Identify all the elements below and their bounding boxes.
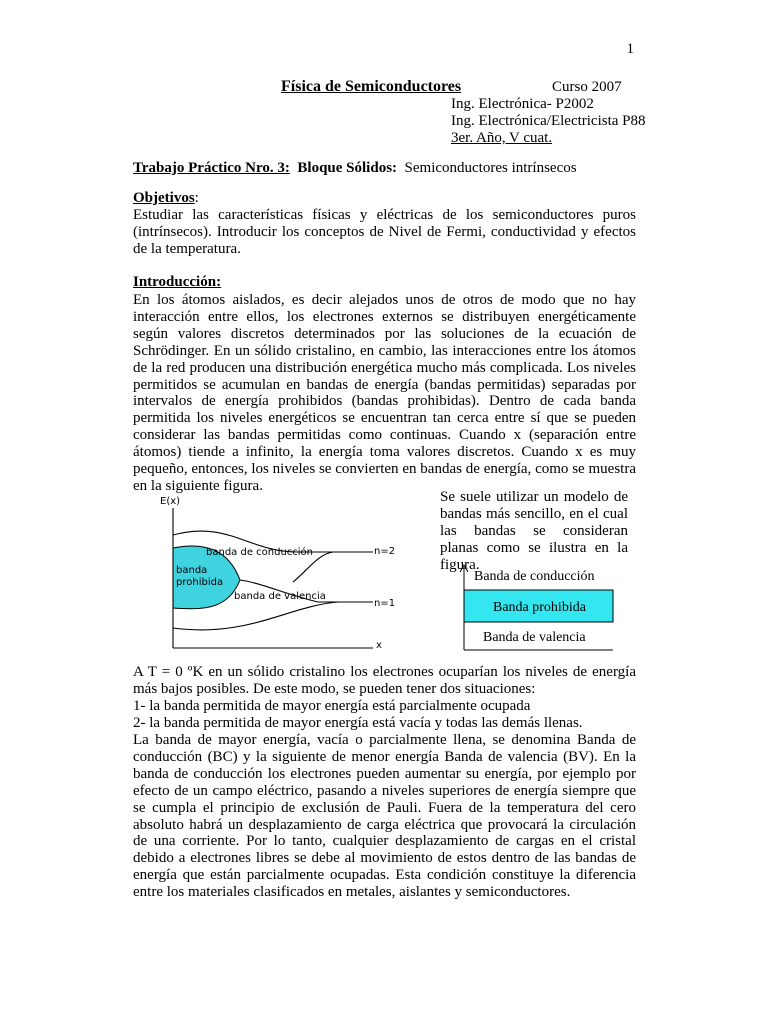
- n2-level-label: n=2: [374, 546, 396, 557]
- valence-band-label: banda de valencia: [234, 591, 326, 602]
- simplified-model-text: Se suele utilizar un modelo de bandas más sencillo, en el cual las bandas se consideran planas como se ilustra en la figura.: [440, 489, 628, 573]
- assignment-topic: Semiconductores intrínsecos: [404, 160, 577, 176]
- list-item: 1- la banda permitida de mayor energía está parcialmente ocupada: [133, 698, 531, 714]
- flat-forbidden-band-label: Banda prohibida: [493, 600, 586, 615]
- flat-band-figure: [458, 562, 618, 654]
- document-title: Física de Semiconductores: [281, 78, 462, 95]
- program-line: Ing. Electrónica/Electricista P88: [451, 113, 646, 129]
- introduction-text: En los átomos aislados, es decir alejados unos de otros de modo que no hay interacción entre ellos, los electrones externos se distribuyen energéticamente según valores discretos determinados por las soluciones de la ecuación de Schrödinger. En un sólido cristalino, en cambio, las interacciones entre los átomos de la red producen una distribución energética mucho más complicada. Los niveles permitidos se acumulan en bandas de energía (bandas permitidas) separadas por intervalos de energía prohibidos (bandas prohibidas). Dentro de cada banda permitida los niveles energéticos se encuentran tan cerca entre sí que se pueden considerar las bandas permitidas como continuas. Cuando x (separación entre átomos) tiende a infinito, la energía toma valores discretos. Cuando x es muy pequeño, entonces, los niveles se convierten en bandas de energía, como se muestra en la siguiente figura.: [133, 292, 636, 494]
- conduction-band-label: banda de conducción: [206, 547, 314, 558]
- objectives-heading: [133, 190, 199, 207]
- assignment-label: Trabajo Práctico Nro. 3:: [133, 160, 290, 176]
- list-item: 2- la banda permitida de mayor energía está vacía y todas las demás llenas.: [133, 715, 583, 731]
- body-paragraph-2: La banda de mayor energía, vacía o parcialmente llena, se denomina Banda de conducción (BC) y la siguiente de menor energía Banda de valencia (BV). En la banda de conducción los electrones pueden aumentar su energía, por ejemplo por efecto de un campo eléctrico, pasando a niveles superiores de energía siempre que se cumpla el principio de exclusión de Pauli. Fuera de la temperatura del cero absoluto habrá un desplazamiento de carga eléctrica que provocará la circulación de una corriente. Por lo tanto, cualquier desplazamiento de cargas en el cristal debido a electrones libres se debe al movimiento de estos dentro de las bandas de energía que están parcialmente ocupadas. Esta condición constituye la diferencia entre los materiales clasificados en metales, aislantes y semiconductores.: [133, 732, 636, 901]
- objectives-heading-text: Objetivos: [133, 190, 195, 206]
- introduction-heading: Introducción:: [133, 274, 222, 290]
- n1-level-label: n=1: [374, 598, 396, 609]
- course-year: Curso 2007: [552, 79, 622, 95]
- program-line: 3er. Año, V cuat.: [451, 130, 553, 146]
- assignment-line: [133, 160, 577, 177]
- x-axis-label: x: [376, 640, 382, 651]
- forbidden-band-label-line1: banda: [176, 565, 208, 576]
- flat-conduction-band-label: Banda de conducción: [474, 569, 595, 584]
- program-line: Ing. Electrónica- P2002: [451, 96, 594, 112]
- band-splitting-figure: [148, 490, 418, 660]
- objectives-text: Estudiar las características físicas y eléctricas de los semiconductores puros (intrínsecos). Introducir los conceptos de Nivel de Fermi, conductividad y efectos de la temperatura.: [133, 207, 636, 257]
- objectives-colon: :: [194, 190, 199, 206]
- forbidden-band-label-line2: prohibida: [176, 577, 224, 588]
- assignment-block: Bloque Sólidos:: [297, 160, 398, 176]
- body-paragraph-1: A T = 0 ºK en un sólido cristalino los electrones ocuparían los niveles de energía más bajos posibles. De este modo, se pueden tener dos situaciones:: [133, 664, 636, 697]
- flat-valence-band-label: Banda de valencia: [483, 630, 586, 645]
- y-axis-label: E(x): [160, 496, 181, 507]
- page-number: 1: [626, 41, 634, 57]
